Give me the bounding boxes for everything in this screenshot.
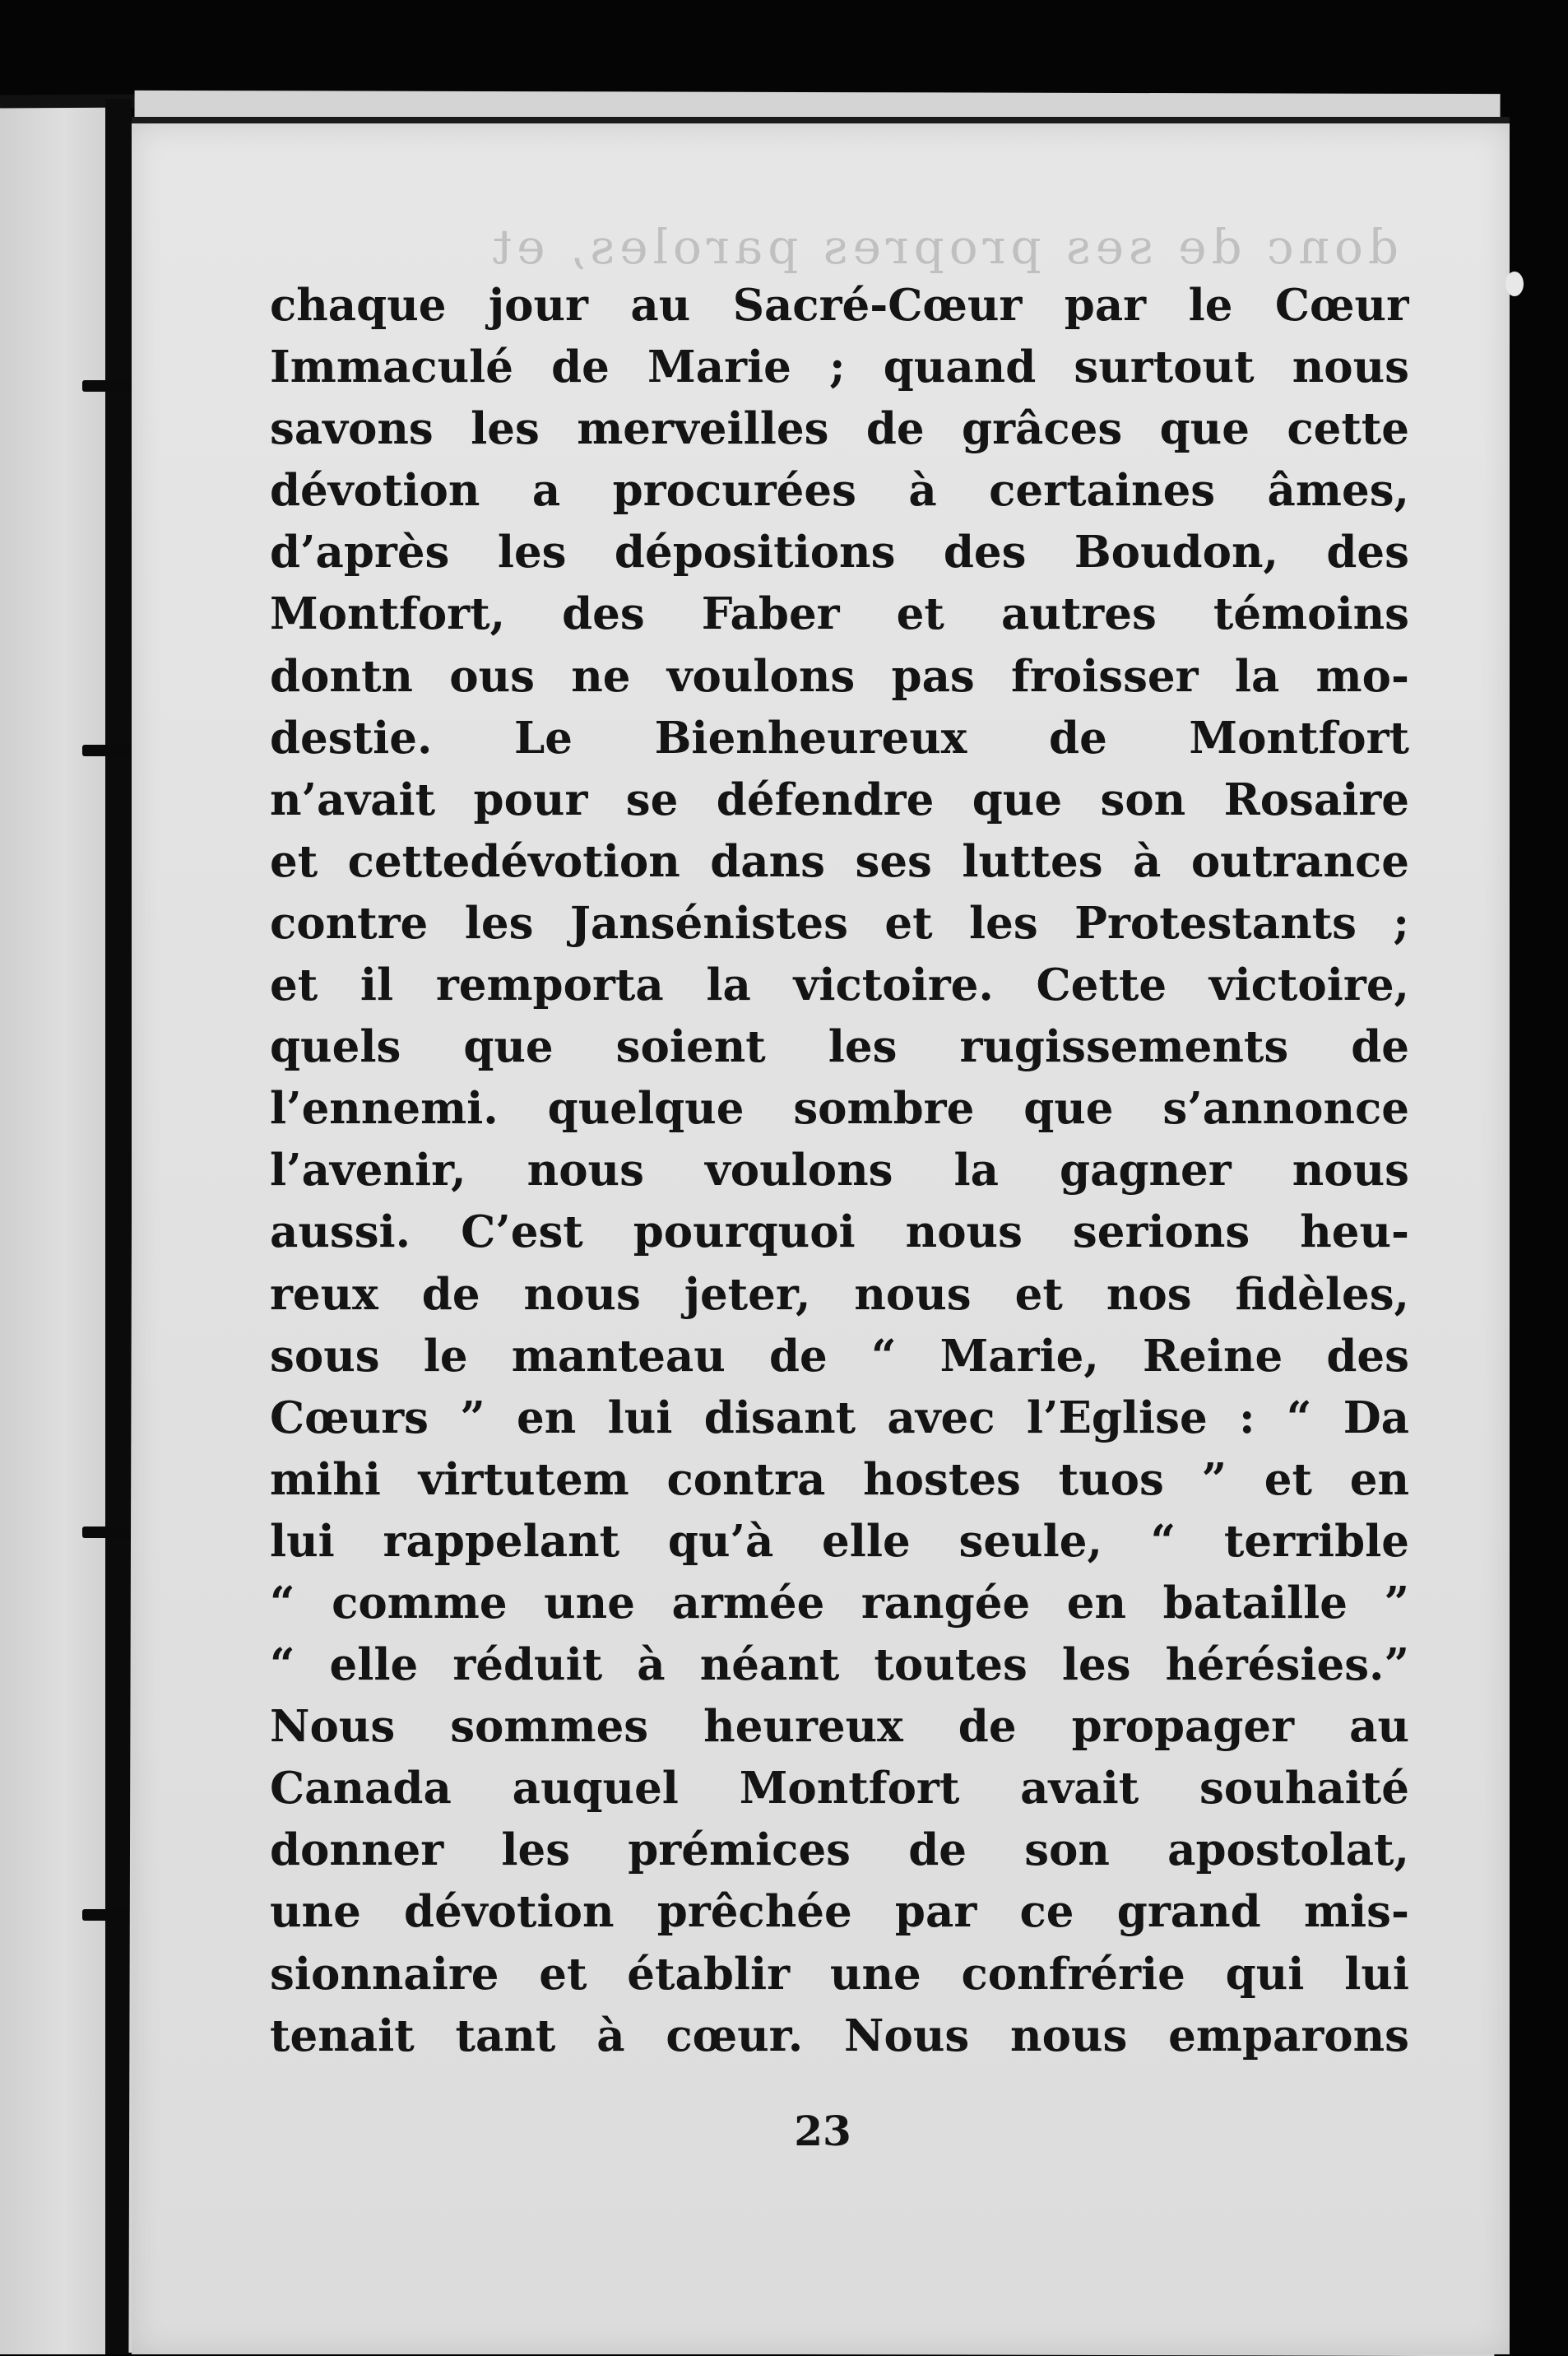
text-line: dévotion a procurées à certaines âmes, <box>270 465 1409 517</box>
page-number: 23 <box>794 2107 851 2155</box>
text-line: Cœurs ” en lui disant avec l’Eglise : “ Da <box>270 1392 1409 1443</box>
text-line: donner les prémices de son apostolat, <box>270 1824 1409 1876</box>
text-line: contre les Jansénistes et les Protestants ; <box>270 897 1409 949</box>
previous-page-edge <box>0 99 105 2354</box>
text-line: destie. Le Bienheureux de Montfort <box>270 712 1409 764</box>
text-line: Montfort, des Faber et autres témoins <box>270 588 1409 640</box>
text-line: lui rappelant qu’à elle seule, “ terrible <box>270 1515 1409 1567</box>
text-line: n’avait pour se défendre que son Rosaire <box>270 774 1409 825</box>
text-line: une dévotion prêchée par ce grand mis- <box>270 1886 1409 1938</box>
text-line: aussi. C’est pourquoi nous serions heu- <box>270 1206 1409 1258</box>
page-body-text <box>270 275 1409 2067</box>
text-line: l’avenir, nous voulons la gagner nous <box>270 1145 1409 1197</box>
text-line: tenait tant à cœur. Nous nous emparons <box>270 2010 1409 2061</box>
text-line: et il remporta la victoire. Cette victoire, <box>270 960 1409 1011</box>
text-line: l’ennemi. quelque sombre que s’annonce <box>270 1083 1409 1135</box>
text-line: “ elle réduit à néant toutes les hérésies.” <box>270 1639 1409 1691</box>
text-line: reux de nous jeter, nous et nos fidèles, <box>270 1268 1409 1320</box>
text-line: Nous sommes heureux de propager au <box>270 1701 1409 1753</box>
text-line: d’après les dépositions des Boudon, des <box>270 527 1409 579</box>
text-line: savons les merveilles de grâces que cette <box>270 403 1409 455</box>
text-line: Immaculé de Marie ; quand surtout nous <box>270 342 1409 393</box>
text-line: chaque jour au Sacré-Cœur par le Cœur <box>270 280 1409 331</box>
text-line: et cettedévotion dans ses luttes à outrance <box>270 835 1409 887</box>
text-line: quels que soient les rugissements de <box>270 1021 1409 1073</box>
text-line: mihi virtutem contra hostes tuos ” et en <box>270 1453 1409 1505</box>
bleed-through-text: donc de ses propres paroles, et <box>487 219 1399 275</box>
page-edge-mark <box>1505 272 1524 296</box>
text-line: sionnaire et établir une confrérie qui lui <box>270 1948 1409 2000</box>
book-spine <box>105 99 132 2354</box>
text-line: dontn ous ne voulons pas froisser la mo- <box>270 650 1409 702</box>
text-line: Canada auquel Montfort avait souhaité <box>270 1763 1409 1815</box>
text-line: sous le manteau de “ Marie, Reine des <box>270 1330 1409 1382</box>
text-line: “ comme une armée rangée en bataille ” <box>270 1577 1409 1629</box>
